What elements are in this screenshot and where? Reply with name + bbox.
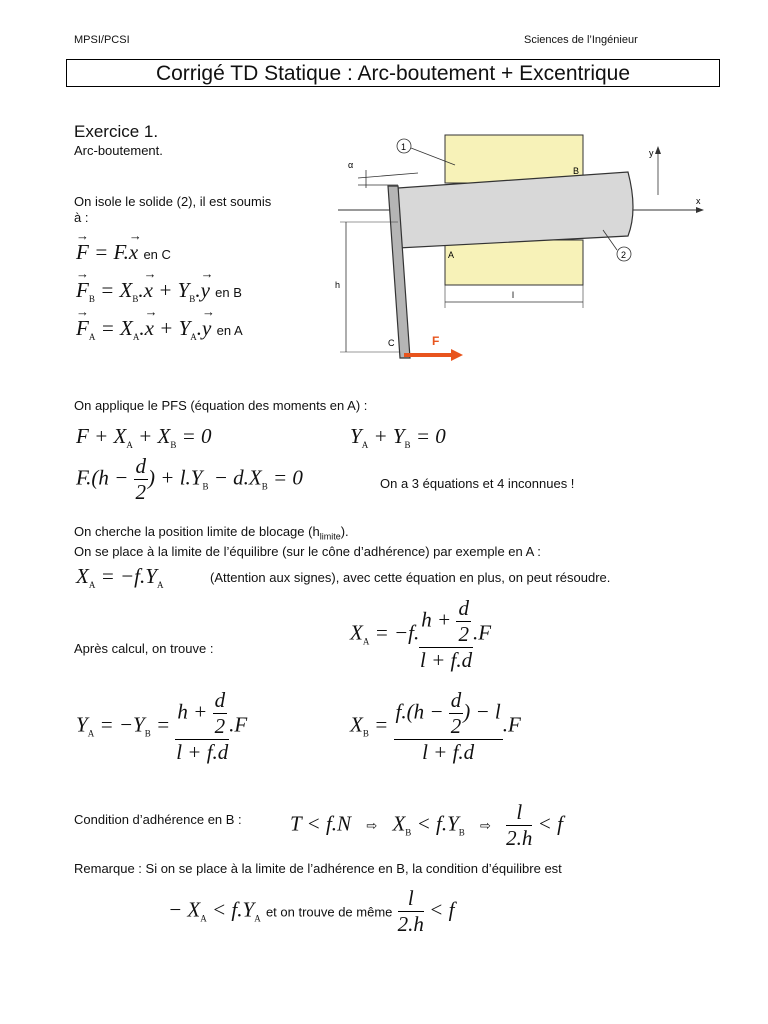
eq-sum-x: $F + X_A + X_B = 0$ [76, 424, 212, 451]
eq-force-a: → $F_A = X_A.\to x + Y_A.\to y$ en A [76, 316, 243, 342]
attention-text: (Attention aux signes), avec cette équation en plus, on peut résoudre. [210, 570, 611, 585]
fig-label-c: C [388, 338, 395, 348]
fig-label-b: B [573, 166, 580, 176]
page-title: Corrigé TD Statique : Arc-boutement + Excentrique [66, 59, 720, 87]
header-right: Sciences de l’Ingénieur [524, 34, 638, 46]
eq-xa-result: $X_A = -f$. h + $\frac{d}{2}$ l + f.d .F [350, 596, 492, 672]
search-limit-text: On cherche la position limite de blocage $(h_{limite})$. [74, 524, 349, 542]
fig-label-alpha: α [348, 160, 354, 170]
arc-boutement-figure [318, 130, 718, 370]
eq-force-b: → $F_B = X_B.\to x + Y_B.\to y$ en B [76, 278, 242, 304]
eq-remark: − $X_A < f.Y_A$ et on trouve de même $\frac{l}{2.h}$ < f [168, 886, 455, 936]
eq-ya-result: $Y_A = -Y_B$ = h + $\frac{d}{2}$ l + f.d .F [76, 688, 248, 764]
eq-moment: F.(h − $\frac{d}{2}$ ) + $l.Y_B - d.X_B = 0$ [76, 454, 303, 504]
fig-label-y: y [649, 148, 654, 158]
three-equations: On a 3 équations et 4 inconnues ! [380, 476, 575, 491]
lower-guide [445, 240, 583, 285]
after-calc-text: Après calcul, on trouve : [74, 641, 214, 656]
label-en-b: en B [215, 285, 242, 300]
exercise-heading: Exercice 1. [74, 122, 159, 141]
and-same-text: et on trouve de même [265, 904, 393, 920]
adherence-b-text: Condition d’adhérence en B : [74, 812, 242, 827]
fig-label-f: F [432, 334, 440, 348]
eq-condition-b: T < f.N ⇨ $X_B < f.Y_B$ ⇨ $\frac{l}{2.h}$ < f [290, 800, 563, 850]
fig-label-l: l [512, 290, 514, 300]
shaft [398, 172, 633, 248]
eq-sum-y: $Y_A + Y_B = 0$ [350, 424, 446, 451]
exercise-subheading: Arc-boutement. [74, 143, 163, 158]
pfs-text: On applique le PFS (équation des moments en A) : [74, 398, 368, 413]
isolate-line-1: On isole le solide (2), il est soumis [74, 194, 272, 209]
eq-xa-limit: $X_A = -f.Y_A$ [76, 564, 164, 591]
label-en-c: en C [143, 247, 171, 262]
fig-label-x: x [696, 196, 701, 206]
isolate-line-2: à : [74, 210, 89, 225]
fig-label-2: 2 [621, 250, 627, 260]
upper-guide [445, 135, 583, 183]
limit-equilibrium-text: On se place à la limite de l’équilibre (sur le cône d’adhérence) par exemple en A : [74, 544, 541, 559]
eq-xb-result: $X_B$ = f.(h − $\frac{d}{2}$ ) − l l + f.d .F [350, 688, 521, 764]
eq-force-c: → F = F.→ x en C [76, 240, 171, 265]
label-en-a: en A [216, 323, 243, 338]
fig-label-h: h [335, 280, 341, 290]
header-left: MPSI/PCSI [74, 34, 130, 46]
remark-text: Remarque : Si on se place à la limite de l’adhérence en B, la condition d’équilibre est [74, 861, 562, 876]
fig-label-a: A [448, 250, 455, 260]
fig-label-1: 1 [401, 142, 407, 152]
